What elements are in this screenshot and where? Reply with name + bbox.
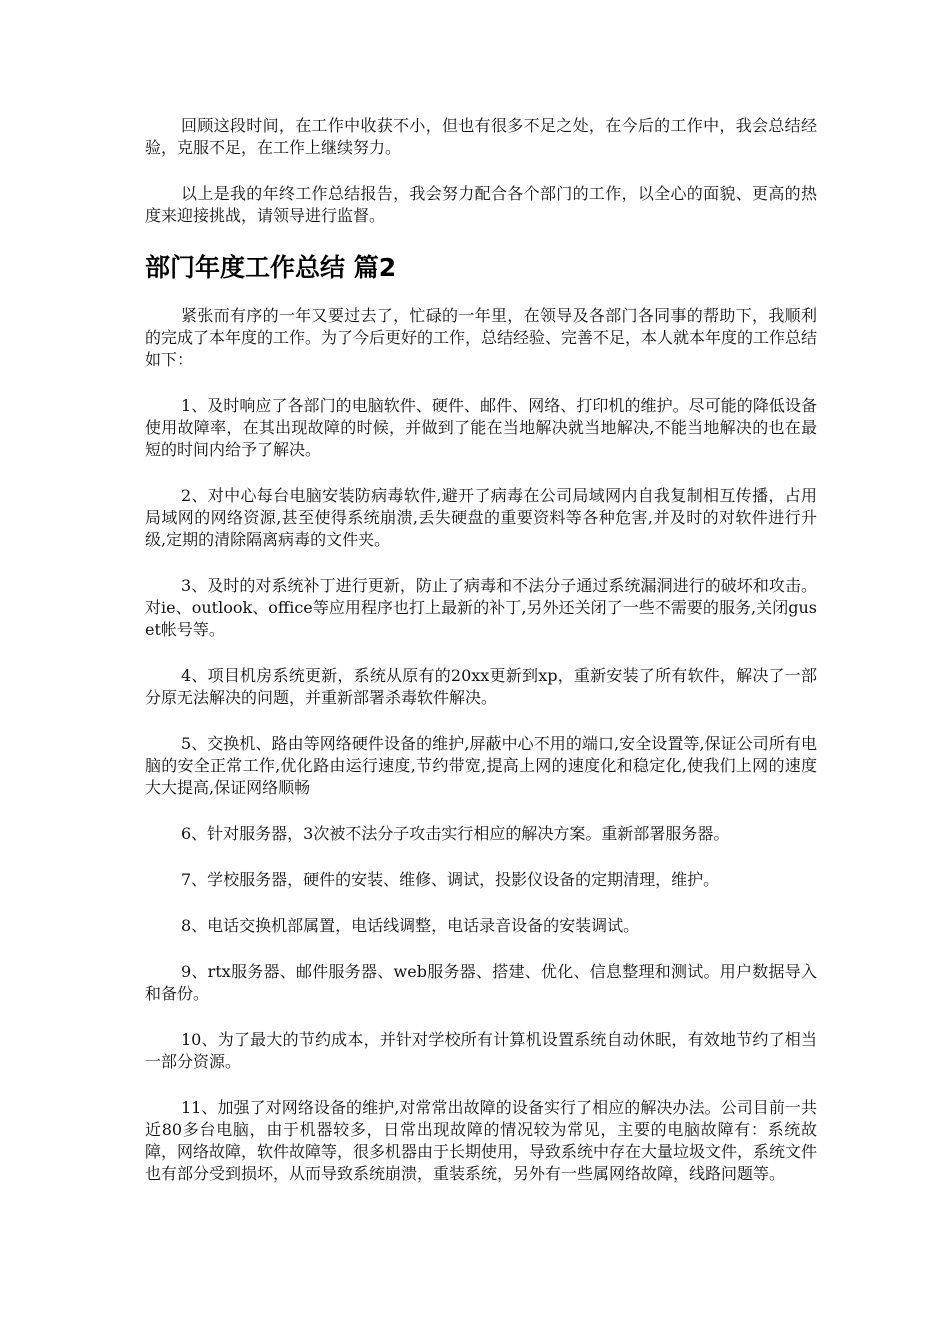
- section-paragraph-item-3: 3、及时的对系统补丁进行更新，防止了病毒和不法分子通过系统漏洞进行的破坏和攻击。对ie、outlook、office等应用程序也打上最新的补丁,另外还关闭了一些不需要的服务,关闭guset帐号等。: [145, 576, 817, 639]
- section-paragraph-item-11: 11、加强了对网络设备的维护,对常常出故障的设备实行了相应的解决办法。公司目前一共近80多台电脑，由于机器较多，日常出现故障的情况较为常见，主要的电脑故障有：系统故障，网络故障，软件故障等，很多机器由于长期使用，导致系统中存在大量垃圾文件，系统文件也有部分受到损坏，从而导致系统崩溃，重装系统，另外有一些属网络故障，线路问题等。: [145, 1098, 818, 1183]
- section-paragraph-item-1: 1、及时响应了各部门的电脑软件、硬件、邮件、网络、打印机的维护。尽可能的降低设备使用故障率，在其出现故障的时候，并做到了能在当地解决就当地解决,不能当地解决的也在最短的时间内给予了解决。: [145, 396, 817, 459]
- section-paragraph-item-9: 9、rtx服务器、邮件服务器、web服务器、搭建、优化、信息整理和测试。用户数据导入和备份。: [145, 962, 817, 1003]
- section-paragraph-item-7: 7、学校服务器，硬件的安装、维修、调试，投影仪设备的定期清理，维护。: [181, 870, 720, 889]
- intro-paragraph-1: 回顾这段时间，在工作中收获不小，但也有很多不足之处，在今后的工作中，我会总结经验，克服不足，在工作上继续努力。: [145, 116, 817, 157]
- section-paragraph-item-10: 10、为了最大的节约成本，并针对学校所有计算机设置系统自动休眠，有效地节约了相当一部分资源。: [145, 1030, 817, 1071]
- section-paragraph-item-2: 2、对中心每台电脑安装防病毒软件,避开了病毒在公司局域网内自我复制相互传播，占用局域网的网络资源,甚至使得系统崩溃,丢失硬盘的重要资料等各种危害,并及时的对软件进行升级,定期的清除隔离病毒的文件夹。: [145, 486, 817, 549]
- section-paragraph-item-4: 4、项目机房系统更新，系统从原有的20xx更新到xp，重新安装了所有软件，解决了一部分原无法解决的问题，并重新部署杀毒软件解决。: [145, 666, 817, 707]
- section-paragraph-item-5: 5、交换机、路由等网络硬件设备的维护,屏蔽中心不用的端口,安全设置等,保证公司所有电脑的安全正常工作,优化路由运行速度,节约带宽,提高上网的速度化和稳定化,使我们上网的速度大大提高,保证网络顺畅: [145, 734, 817, 797]
- intro-paragraph-2: 以上是我的年终工作总结报告，我会努力配合各个部门的工作，以全心的面貌、更高的热度来迎接挑战，请领导进行监督。: [145, 184, 817, 225]
- document-page: [145, 115, 817, 1209]
- section-paragraph-item-6: 6、针对服务器，3次被不法分子攻击实行相应的解决方案。重新部署服务器。: [181, 824, 730, 843]
- section-heading: 部门年度工作总结 篇2: [145, 253, 397, 282]
- section-paragraph-item-8: 8、电话交换机部属置，电话线调整，电话录音设备的安装调试。: [181, 916, 640, 935]
- section-paragraph-intro: 紧张而有序的一年又要过去了，忙碌的一年里，在领导及各部门各同事的帮助下，我顺利的完成了本年度的工作。为了今后更好的工作，总结经验、完善不足，本人就本年度的工作总结如下：: [145, 306, 818, 369]
